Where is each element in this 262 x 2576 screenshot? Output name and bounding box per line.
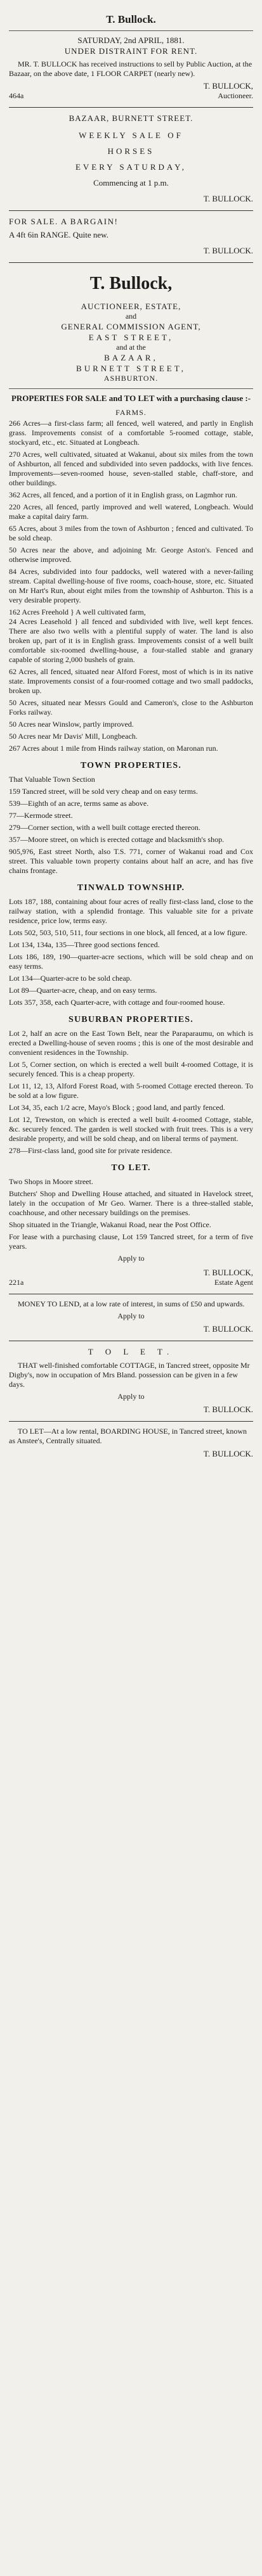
list-item: 50 Acres near the above, and adjoining Mr. George Aston's. Fenced and otherwise improved.	[9, 545, 253, 564]
ad-date: SATURDAY, 2nd APRIL, 1881.	[77, 35, 185, 45]
main-line: BAZAAR,	[104, 353, 158, 362]
ad-line: Commencing at 1 p.m.	[93, 178, 169, 188]
list-item: Shop situated in the Triangle, Wakanui Road, near the Post Office.	[9, 1220, 211, 1229]
divider	[9, 388, 253, 389]
list-item: Lot 11, 12, 13, Alford Forest Road, with 5-roomed Cottage erected thereon. To be sold at a low figure.	[9, 1081, 253, 1100]
ad-main-properties	[9, 263, 253, 1294]
ad-body: THAT well-finished comfortable COTTAGE, in Tancred street, opposite Mr Digby's, now in occupation of Mrs Bland. possession can be given in a few days.	[9, 1361, 250, 1389]
list-item: Lot 5, Corner section, on which is erected a well built 4-roomed Cottage, it is securely fenced. This is a cheap property.	[9, 1060, 253, 1078]
main-line: and	[125, 312, 137, 321]
ad-to-let-cottage	[9, 1341, 253, 1422]
ad-ref: 221a	[9, 1278, 24, 1287]
main-name: T. Bullock,	[89, 274, 173, 293]
list-item: Lots 357, 358, each Quarter-acre, with cottage and four-roomed house.	[9, 998, 225, 1007]
list-item: 220 Acres, all fenced, partly improved and well watered, Longbeach. Would make a capital dairy farm.	[9, 502, 253, 521]
list-item: Lots 187, 188, containing about four acres of really first-class land, close to the railway station, with a splendid frontage. This valuable site for a private residence, price low, terms easy.	[9, 897, 253, 925]
list-item: Lot 134—Quarter-acre to be sold cheap.	[9, 974, 132, 983]
farms-list	[9, 419, 253, 753]
ad-body: TO LET—At a low rental, BOARDING HOUSE, in Tancred street, known as Anstee's, Centrally situated.	[9, 1427, 247, 1445]
list-item: 279—Corner section, with a well built cottage erected thereon.	[9, 823, 200, 832]
main-line: and at the	[116, 343, 146, 352]
list-item: 24 Acres Leasehold } all fenced and subdivided with live, well kept fences. There are also two wells with a plentiful supply of water. The land is also broken up, part of it is in English grass. Improvements consist of a well built comfortable six-roomed dwelling-house, a four-stalled stable and granary capable of storing 2,000 bushels of grain.	[9, 617, 253, 664]
list-item: 266 Acres—a first-class farm; all fenced, well watered, and partly in English grass. Improvements consist of a comfortable 5-roomed cottage, stable, stockyard, etc., etc. Situated at Longbeach.	[9, 419, 253, 447]
list-item: 62 Acres, all fenced, situated near Alford Forest, most of which is in its native state. Improvements consist of a four-roomed cottage and two small paddocks, broken up.	[9, 667, 253, 695]
ad-signature: T. BULLOCK.	[203, 1449, 253, 1458]
ad-heading: T O L E T.	[88, 1347, 174, 1356]
ad-apply: Apply to	[117, 1311, 145, 1320]
list-item: Lots 502, 503, 510, 511, four sections in one block, all fenced, at a low figure.	[9, 928, 247, 937]
list-item: 162 Acres Freehold } A well cultivated farm,	[9, 608, 146, 616]
ad-signature: T. BULLOCK,	[203, 81, 253, 91]
list-item: 278—First-class land, good site for private residence.	[9, 1146, 173, 1155]
list-item: Lot 2, half an acre on the East Town Belt, near the Paraparaumu, on which is erected a Dwelling-house of seven rooms ; this is one of the most desirable and convenient residences in the Township.	[9, 1029, 253, 1057]
ad-signature: T. BULLOCK.	[203, 246, 253, 255]
town-intro: That Valuable Town Section	[9, 775, 95, 784]
list-item: 84 Acres, subdivided into four paddocks, well watered with a never-failing stream. Capital dwelling-house of five rooms, coach-house, store, etc. Situated on Mr Hart's Run, about eight miles from the township of Ashburton. This is a very desirable property.	[9, 567, 253, 604]
ad-line: A 4ft 6in RANGE. Quite new.	[9, 230, 108, 239]
list-item: 270 Acres, well cultivated, situated at Wakanui, about six miles from the town of Ashburton, all fenced and subdivided into seven paddocks, with live fences. Improvements—seven-roomed house, seven-stalled stable, chaff-store, and other buildings.	[9, 450, 253, 487]
list-item: Apply to	[117, 1254, 145, 1263]
ad-signature: T. BULLOCK.	[203, 1324, 253, 1334]
ad-bazaar-horses	[9, 108, 253, 211]
list-item: Lot 12, Trewston, on which is erected a well built 4-roomed Cottage, stable, &c. securely fenced. The garden is well stocked with fruit trees. This is a very desirable property, and will be sold cheap, and on liberal terms of payment.	[9, 1115, 253, 1143]
list-item: Lot 134, 134a, 135—Three good sections fenced.	[9, 940, 160, 949]
ad-footer	[9, 91, 253, 101]
tolet-title: TO LET.	[111, 1163, 151, 1173]
list-item: 362 Acres, all fenced, and a portion of it in English grass, on Lagmhor run.	[9, 490, 237, 499]
list-item: Butchers' Shop and Dwelling House attached, and situated in Havelock street, lately in the occupation of Mr Geo. Warner. There is a three-stalled stable, coachhouse, and other necessary buildings on the premises.	[9, 1189, 253, 1217]
list-item: 77—Kermode street.	[9, 811, 73, 820]
town-title: TOWN PROPERTIES.	[80, 761, 182, 770]
divider	[9, 30, 253, 31]
list-item: 357—Moore street, on which is erected cottage and blacksmith's shop.	[9, 835, 225, 844]
ad-distraint	[9, 8, 253, 108]
ad-boarding-house	[9, 1422, 253, 1465]
list-item: Lot 89—Quarter-acre, cheap, and on easy terms.	[9, 986, 157, 995]
farms-title: FARMS.	[115, 408, 147, 417]
ad-signature: T. BULLOCK.	[203, 1405, 253, 1414]
tinwald-title: TINWALD TOWNSHIP.	[77, 883, 185, 893]
list-item: Lot 34, 35, each 1/2 acre, Mayo's Block ; good land, and partly fenced.	[9, 1103, 225, 1112]
ad-line: EVERY SATURDAY,	[75, 162, 187, 172]
list-item: 267 Acres about 1 mile from Hinds railway station, on Maronan run.	[9, 744, 218, 753]
ad-body: MR. T. BULLOCK has received instructions to sell by Public Auction, at the Bazaar, on the above date, 1 FLOOR CARPET (nearly new).	[9, 60, 252, 78]
ad-signature: T. BULLOCK.	[203, 194, 253, 203]
ad-signature: T. BULLOCK,	[203, 1268, 253, 1277]
list-item: 50 Acres near Winslow, partly improved.	[9, 720, 134, 729]
list-item: 50 Acres near Mr Davis' Mill, Longbeach.	[9, 732, 138, 741]
town-list	[9, 787, 253, 876]
ad-for-sale-range	[9, 211, 253, 263]
tinwald-list	[9, 897, 253, 1007]
ad-top-name: T. Bullock.	[106, 13, 156, 25]
main-line: EAST STREET,	[88, 333, 174, 342]
main-line: AUCTIONEER, ESTATE,	[81, 302, 181, 311]
ad-heading: UNDER DISTRAINT FOR RENT.	[64, 46, 198, 56]
list-item: For lease with a purchasing clause, Lot 159 Tancred street, for a term of five years.	[9, 1232, 253, 1251]
ad-line: FOR SALE. A BARGAIN!	[9, 217, 119, 226]
list-item: Lots 186, 189, 190—quarter-acre sections, which will be sold cheap and on easy terms.	[9, 952, 253, 971]
list-item: 50 Acres, situated near Messrs Gould and Cameron's, close to the Ashburton Forks railway.	[9, 698, 253, 717]
ad-footer	[9, 1278, 253, 1287]
ad-role: Estate Agent	[214, 1278, 253, 1287]
properties-title: PROPERTIES FOR SALE and TO LET with a purchasing clause :-	[11, 393, 251, 403]
ad-money-to-lend	[9, 1294, 253, 1341]
suburban-title: SUBURBAN PROPERTIES.	[69, 1015, 193, 1024]
ad-body: MONEY TO LEND, at a low rate of interest, in sums of £50 and upwards.	[18, 1299, 245, 1308]
ad-apply: Apply to	[117, 1392, 145, 1401]
main-line: ASHBURTON.	[103, 374, 159, 383]
ad-line: WEEKLY SALE OF	[79, 131, 183, 140]
ad-line: HORSES	[107, 146, 155, 156]
ad-role: Auctioneer.	[218, 91, 253, 100]
ad-ref: 464a	[9, 91, 24, 100]
list-item: 905,9?6, East street North, also T.S. 771, corner of Wakanui road and Cox street. This valuable town property contains about half an acre, and has five chains frontage.	[9, 847, 253, 875]
list-item: 159 Tancred street, will be sold very cheap and on easy terms.	[9, 787, 198, 796]
tolet-list	[9, 1177, 253, 1263]
list-item: 539—Eighth of an acre, terms same as above.	[9, 799, 149, 808]
suburban-list	[9, 1029, 253, 1156]
list-item: Two Shops in Moore street.	[9, 1177, 93, 1186]
main-line: BURNETT STREET,	[76, 364, 186, 373]
main-line: GENERAL COMMISSION AGENT,	[61, 322, 201, 331]
ad-line: BAZAAR, BURNETT STREET.	[69, 113, 193, 123]
list-item: 65 Acres, about 3 miles from the town of Ashburton ; fenced and cultivated. To be sold cheap.	[9, 524, 253, 542]
